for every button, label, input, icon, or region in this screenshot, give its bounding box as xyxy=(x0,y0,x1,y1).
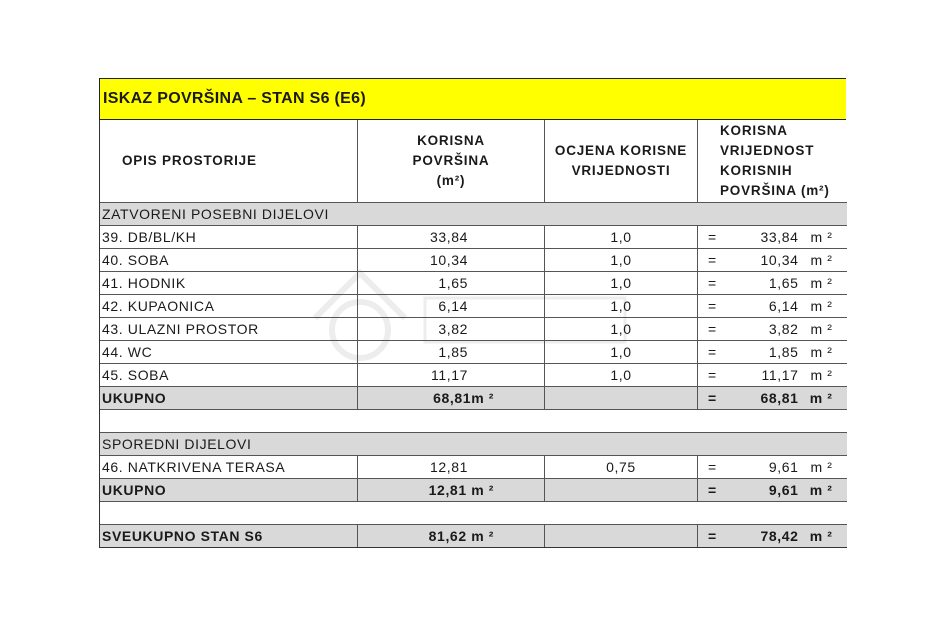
table-row xyxy=(100,295,847,318)
room-value xyxy=(698,249,847,272)
room-value xyxy=(698,295,847,318)
grand-total-row xyxy=(100,525,847,548)
table-row xyxy=(100,318,847,341)
spacer-cell xyxy=(100,502,847,525)
room-coef: 1,0 xyxy=(545,341,698,364)
header-text: VRIJEDNOST xyxy=(720,143,815,158)
header-text: OCJENA KORISNE xyxy=(554,143,688,158)
equals-sign: = xyxy=(708,459,717,475)
subtotal-empty xyxy=(545,387,698,410)
room-name: 41. HODNIK xyxy=(100,272,358,295)
room-value xyxy=(698,272,847,295)
subtotal-value xyxy=(698,479,847,502)
subtotal-label: UKUPNO xyxy=(100,479,358,502)
header-text: KORISNA xyxy=(720,123,788,138)
room-name: 39. DB/BL/KH xyxy=(100,226,358,249)
room-value xyxy=(698,456,847,479)
room-value xyxy=(698,226,847,249)
room-area: 1,65 xyxy=(358,272,545,295)
grand-total-value xyxy=(698,525,847,548)
equals-sign: = xyxy=(708,229,717,245)
subtotal-row xyxy=(100,387,847,410)
header-row xyxy=(100,120,847,203)
value-text: 1,65 xyxy=(768,275,799,291)
room-area: 33,84 xyxy=(358,226,545,249)
room-name: 44. WC xyxy=(100,341,358,364)
area-table xyxy=(99,120,847,548)
room-area: 11,17 xyxy=(358,364,545,387)
area-table-sheet xyxy=(99,78,846,548)
value-text: 78,42 xyxy=(760,528,799,544)
table-row xyxy=(100,249,847,272)
unit-text: m ² xyxy=(810,367,833,383)
value-text: 6,14 xyxy=(768,298,799,314)
value-text: 9,61 xyxy=(768,459,799,475)
header-korisna-povrsina xyxy=(358,120,545,203)
room-area: 1,85 xyxy=(358,341,545,364)
header-text: (m²) xyxy=(436,173,466,188)
grand-total-label: SVEUKUPNO STAN S6 xyxy=(100,525,358,548)
unit-text: m ² xyxy=(810,275,833,291)
unit-text: m ² xyxy=(810,459,833,475)
room-value xyxy=(698,318,847,341)
section-label: ZATVORENI POSEBNI DIJELOVI xyxy=(100,203,847,226)
unit-text: m ² xyxy=(810,344,833,360)
section-header-row xyxy=(100,203,847,226)
section-label: SPOREDNI DIJELOVI xyxy=(100,433,847,456)
header-korisna-vrijednost xyxy=(698,120,847,203)
subtotal-empty xyxy=(545,479,698,502)
grand-total-empty xyxy=(545,525,698,548)
room-area: 10,34 xyxy=(358,249,545,272)
equals-sign: = xyxy=(708,344,717,360)
unit-text: m ² xyxy=(810,229,833,245)
header-text: VRIJEDNOSTI xyxy=(571,163,671,178)
room-coef: 1,0 xyxy=(545,272,698,295)
room-value xyxy=(698,341,847,364)
room-area: 12,81 xyxy=(358,456,545,479)
room-area: 6,14 xyxy=(358,295,545,318)
spacer-cell xyxy=(100,410,847,433)
subtotal-area: 68,81m ² xyxy=(358,387,545,410)
table-row xyxy=(100,364,847,387)
header-text: POVRŠINA (m²) xyxy=(720,183,830,198)
table-row xyxy=(100,341,847,364)
header-text: KORISNIH xyxy=(720,163,793,178)
room-coef: 1,0 xyxy=(545,295,698,318)
equals-sign: = xyxy=(708,321,717,337)
spacer-row xyxy=(100,410,847,433)
room-name: 43. ULAZNI PROSTOR xyxy=(100,318,358,341)
subtotal-area: 12,81 m ² xyxy=(358,479,545,502)
subtotal-row xyxy=(100,479,847,502)
room-name: 46. NATKRIVENA TERASA xyxy=(100,456,358,479)
room-coef: 0,75 xyxy=(545,456,698,479)
room-coef: 1,0 xyxy=(545,226,698,249)
unit-text: m ² xyxy=(810,252,833,268)
value-text: 3,82 xyxy=(768,321,799,337)
unit-text: m ² xyxy=(810,298,833,314)
table-row xyxy=(100,456,847,479)
header-ocjena xyxy=(545,120,698,203)
room-name: 40. SOBA xyxy=(100,249,358,272)
table-row xyxy=(100,272,847,295)
subtotal-value xyxy=(698,387,847,410)
unit-text: m ² xyxy=(809,528,833,544)
header-opis: OPIS PROSTORIJE xyxy=(100,120,358,203)
room-coef: 1,0 xyxy=(545,318,698,341)
equals-sign: = xyxy=(708,482,717,498)
header-text: POVRŠINA xyxy=(412,153,490,168)
unit-text: m ² xyxy=(809,390,833,406)
section1-rows xyxy=(100,226,847,387)
value-text: 9,61 xyxy=(768,482,799,498)
room-area: 3,82 xyxy=(358,318,545,341)
room-coef: 1,0 xyxy=(545,364,698,387)
section-header-row xyxy=(100,433,847,456)
value-text: 1,85 xyxy=(768,344,799,360)
equals-sign: = xyxy=(708,528,717,544)
table-row xyxy=(100,226,847,249)
value-text: 10,34 xyxy=(760,252,799,268)
equals-sign: = xyxy=(708,275,717,291)
table-title: ISKAZ POVRŠINA – STAN S6 (E6) xyxy=(99,78,846,120)
header-text: KORISNA xyxy=(417,133,485,148)
grand-total-area: 81,62 m ² xyxy=(358,525,545,548)
spacer-row xyxy=(100,502,847,525)
subtotal-label: UKUPNO xyxy=(100,387,358,410)
room-name: 45. SOBA xyxy=(100,364,358,387)
equals-sign: = xyxy=(708,390,717,406)
room-value xyxy=(698,364,847,387)
unit-text: m ² xyxy=(810,321,833,337)
unit-text: m ² xyxy=(809,482,833,498)
room-coef: 1,0 xyxy=(545,249,698,272)
equals-sign: = xyxy=(708,367,717,383)
equals-sign: = xyxy=(708,298,717,314)
value-text: 11,17 xyxy=(761,367,799,383)
value-text: 68,81 xyxy=(760,390,799,406)
equals-sign: = xyxy=(708,252,717,268)
room-name: 42. KUPAONICA xyxy=(100,295,358,318)
value-text: 33,84 xyxy=(760,229,799,245)
